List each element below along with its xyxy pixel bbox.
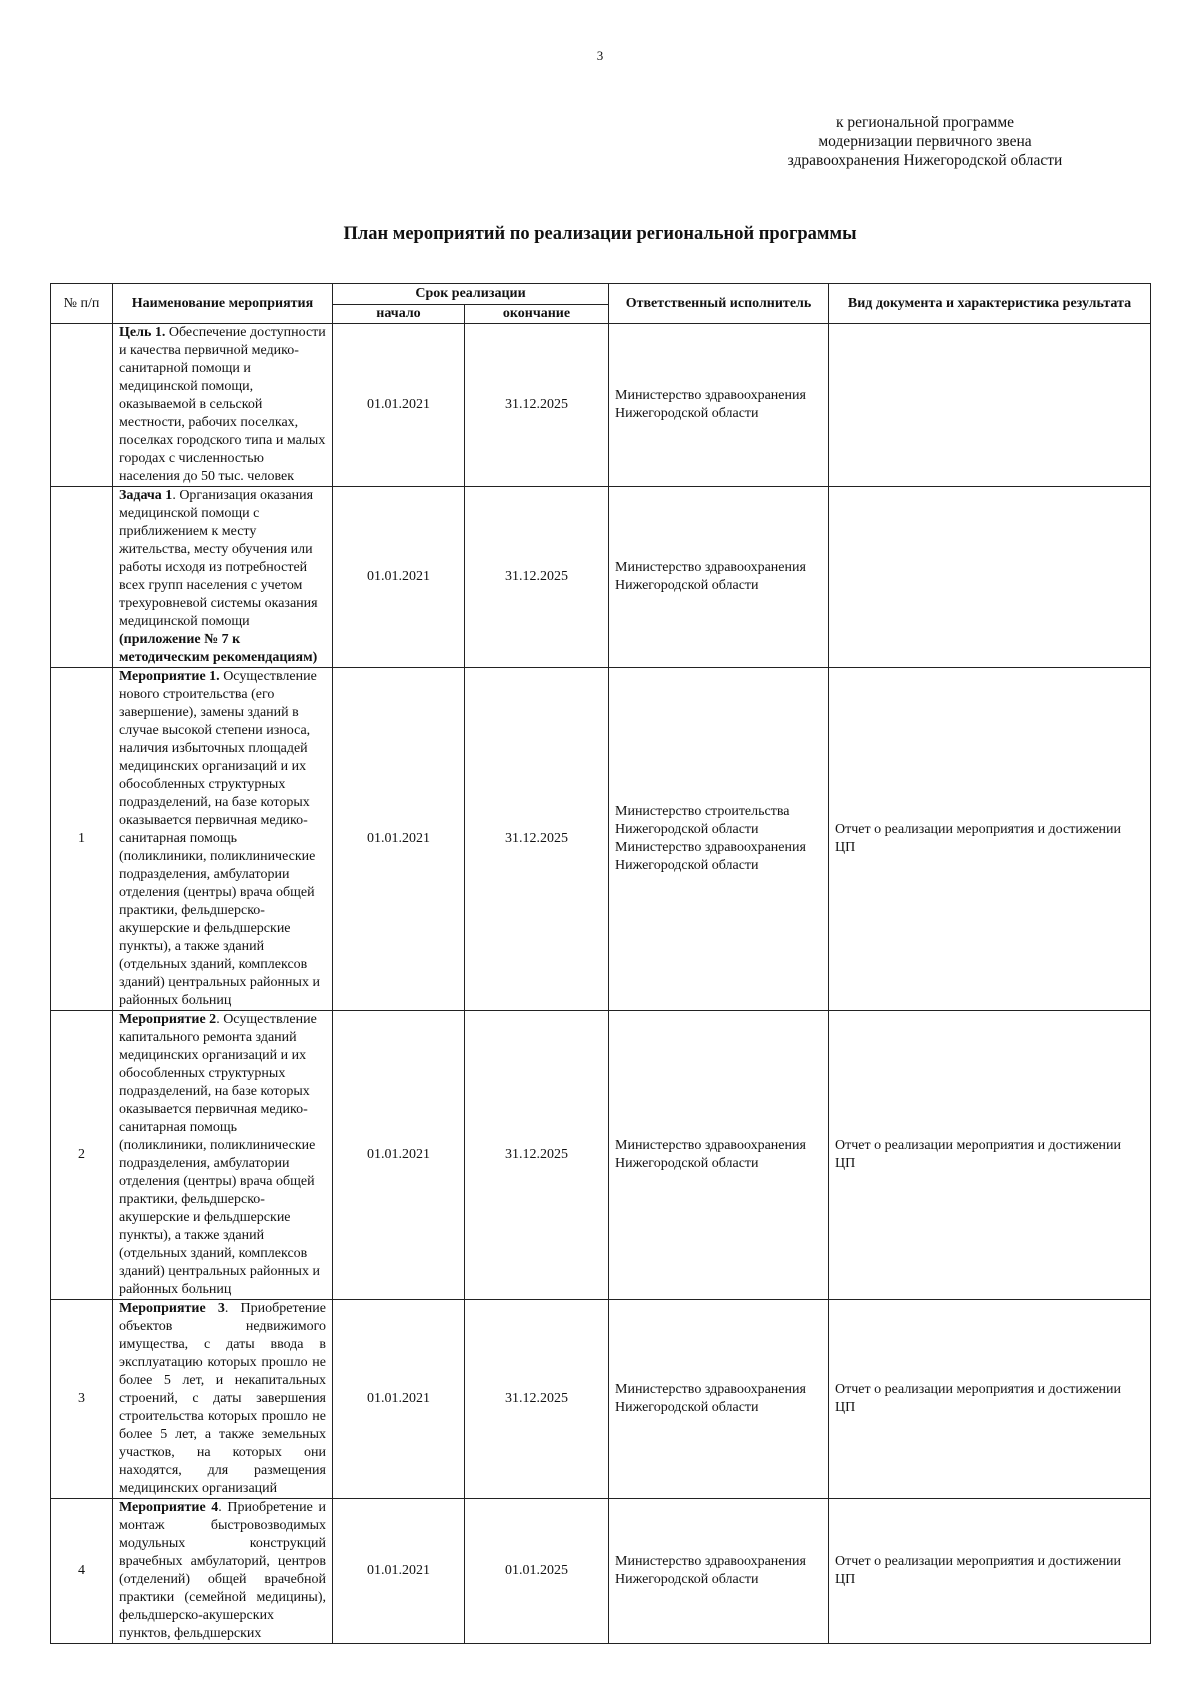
row-start: 01.01.2021 xyxy=(333,324,465,487)
row-end: 31.12.2025 xyxy=(465,1011,609,1300)
row-end: 31.12.2025 xyxy=(465,1300,609,1499)
row-name-text: . Приобретение объектов недвижимого имущества, с даты ввода в эксплуатацию которых прошло не более 5 лет, и некапитальных строений, с даты завершения строительства которых прошло не более 5 лет, а также земельных участков, на которых они находятся, для размещения медицинских организаций xyxy=(119,1301,326,1496)
document-title: План мероприятий по реализации региональной программы xyxy=(343,224,857,244)
row-start: 01.01.2021 xyxy=(333,487,465,668)
row-result xyxy=(829,487,1151,668)
row-name-bold-tail: (приложение № 7 к методическим рекомендациям) xyxy=(119,632,318,665)
row-name-text: Обеспечение доступности и качества первичной медико-санитарной помощи и медицинской помощи, оказываемой в сельской местности, рабочих поселках, поселках городского типа и малых городах с численностью населения до 50 тыс. человек xyxy=(119,325,326,484)
row-name-text: . Организация оказания медицинской помощи с приближением к месту жительства, месту обучения или работы исходя из потребностей всех групп населения с учетом трехуровневой системы оказания медицинской помощи xyxy=(119,488,318,629)
header-num: № п/п xyxy=(51,284,113,324)
header-name: Наименование мероприятия xyxy=(113,284,333,324)
row-start: 01.01.2021 xyxy=(333,1011,465,1300)
row-name xyxy=(113,324,333,487)
row-name xyxy=(113,1499,333,1644)
executor-line: Нижегородской области xyxy=(615,1572,759,1587)
executor-line: Министерство здравоохранения xyxy=(615,388,806,403)
row-executor xyxy=(609,487,829,668)
row-end: 31.12.2025 xyxy=(465,324,609,487)
row-result: Отчет о реализации мероприятия и достижении ЦП xyxy=(829,668,1151,1011)
row-name-text: . Приобретение и монтаж быстровозводимых модульных конструкций врачебных амбулаторий, центров (отделений) общей врачебной практики (семейной медицины), фельдшерско-акушерских пунктов, фельдшерских xyxy=(119,1500,326,1641)
row-result xyxy=(829,324,1151,487)
row-name xyxy=(113,1011,333,1300)
appendix-line: к региональной программе xyxy=(835,114,1015,131)
row-start: 01.01.2021 xyxy=(333,1499,465,1644)
executor-line: Нижегородской области xyxy=(615,858,759,873)
executor-line: Министерство здравоохранения xyxy=(615,840,806,855)
row-name-bold: Цель 1. xyxy=(119,325,166,340)
row-start: 01.01.2021 xyxy=(333,668,465,1011)
row-name-bold: Мероприятие 3 xyxy=(119,1301,225,1316)
row-num xyxy=(51,487,113,668)
row-executor xyxy=(609,1011,829,1300)
executor-line: Министерство здравоохранения xyxy=(615,560,806,575)
page-number: 3 xyxy=(596,48,604,63)
row-result: Отчет о реализации мероприятия и достижении ЦП xyxy=(829,1300,1151,1499)
row-end: 31.12.2025 xyxy=(465,668,609,1011)
row-result: Отчет о реализации мероприятия и достижении ЦП xyxy=(829,1499,1151,1644)
plan-table xyxy=(50,283,1151,1644)
row-name-bold: Задача 1 xyxy=(119,488,173,503)
row-num xyxy=(51,324,113,487)
row-name-bold: Мероприятие 1. xyxy=(119,669,220,684)
executor-line: Нижегородской области xyxy=(615,406,759,421)
row-executor xyxy=(609,1300,829,1499)
row-start: 01.01.2021 xyxy=(333,1300,465,1499)
header-end: окончание xyxy=(465,305,609,324)
row-executor xyxy=(609,324,829,487)
row-executor xyxy=(609,668,829,1011)
appendix-header xyxy=(760,113,1090,170)
row-num: 1 xyxy=(51,668,113,1011)
header-result: Вид документа и характеристика результата xyxy=(829,284,1151,324)
header-executor: Ответственный исполнитель xyxy=(609,284,829,324)
row-num: 4 xyxy=(51,1499,113,1644)
executor-line: Нижегородской области xyxy=(615,578,759,593)
table-row xyxy=(51,668,1151,1011)
row-name xyxy=(113,487,333,668)
row-name-text: . Осуществление капитального ремонта зданий медицинских организаций и их обособленных структурных подразделений, на базе которых оказывается первичная медико-санитарная помощь (поликлиники, поликлинические подразделения, амбулатории отделения (центры) врача общей практики, фельдшерско-акушерские и фельдшерские пункты), а также зданий (отдельных зданий, комплексов зданий) центральных районных и районных больниц xyxy=(119,1012,320,1297)
row-name-bold: Мероприятие 4 xyxy=(119,1500,219,1515)
row-name xyxy=(113,668,333,1011)
row-executor xyxy=(609,1499,829,1644)
row-end: 01.01.2025 xyxy=(465,1499,609,1644)
row-name-bold: Мероприятие 2 xyxy=(119,1012,217,1027)
row-num: 3 xyxy=(51,1300,113,1499)
executor-line: Министерство здравоохранения xyxy=(615,1382,806,1397)
executor-line: Нижегородской области xyxy=(615,822,759,837)
executor-line: Нижегородской области xyxy=(615,1156,759,1171)
row-name xyxy=(113,1300,333,1499)
row-num: 2 xyxy=(51,1011,113,1300)
table-row xyxy=(51,1011,1151,1300)
appendix-line: модернизации первичного звена xyxy=(818,133,1032,150)
table-row xyxy=(51,324,1151,487)
table-header-row xyxy=(51,284,1151,305)
table-row xyxy=(51,1499,1151,1644)
row-end: 31.12.2025 xyxy=(465,487,609,668)
appendix-line: здравоохранения Нижегородской области xyxy=(787,152,1063,169)
executor-line: Нижегородской области xyxy=(615,1400,759,1415)
executor-line: Министерство здравоохранения xyxy=(615,1138,806,1153)
executor-line: Министерство строительства xyxy=(615,804,790,819)
table-row xyxy=(51,487,1151,668)
header-term: Срок реализации xyxy=(333,284,609,305)
executor-line: Министерство здравоохранения xyxy=(615,1554,806,1569)
table-row xyxy=(51,1300,1151,1499)
row-result: Отчет о реализации мероприятия и достижении ЦП xyxy=(829,1011,1151,1300)
row-name-text: Осуществление нового строительства (его завершение), замены зданий в случае высокой степени износа, наличия избыточных площадей медицинских организаций и их обособленных структурных подразделений, на базе которых оказывается первичная медико-санитарная помощь (поликлиники, поликлинические подразделения, амбулатории отделения (центры) врача общей практики, фельдшерско-акушерские и фельдшерские пункты), а также зданий (отдельных зданий, комплексов зданий) центральных районных и районных больниц xyxy=(119,669,320,1008)
header-start: начало xyxy=(333,305,465,324)
